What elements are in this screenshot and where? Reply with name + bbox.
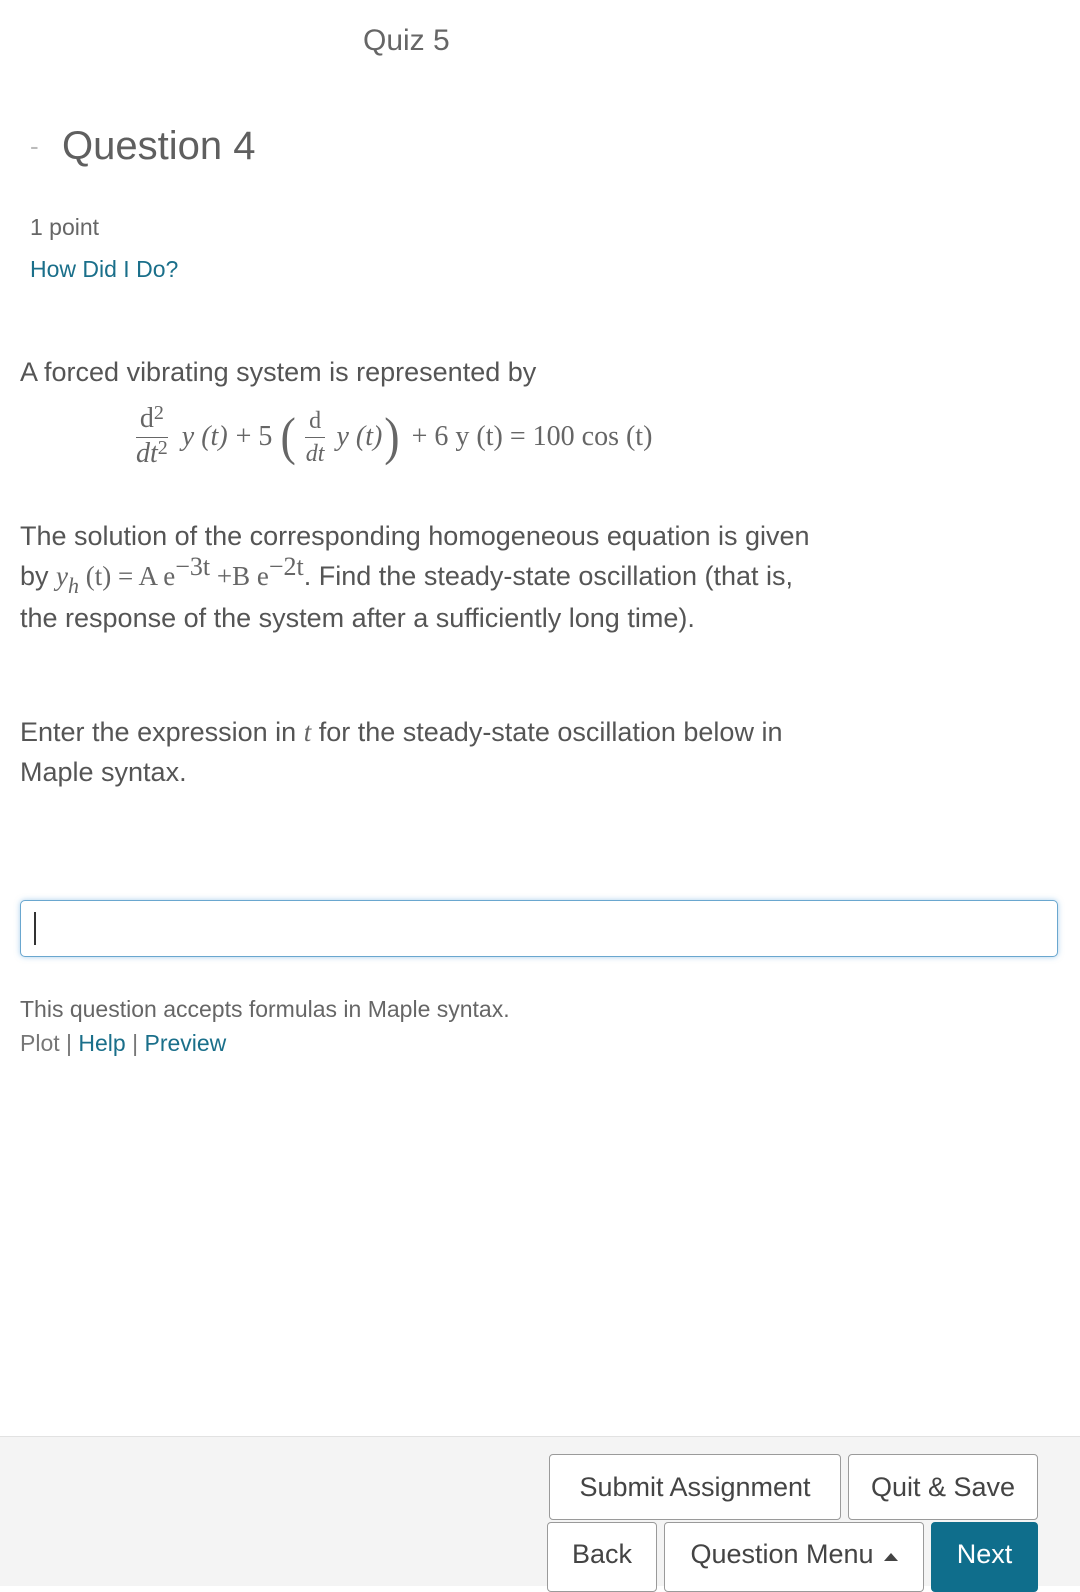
help-link[interactable]: Help bbox=[78, 1030, 126, 1056]
first-derivative-operator: $\frac{d}{dt}$ bbox=[302, 405, 329, 470]
back-button[interactable]: Back bbox=[547, 1522, 657, 1592]
eq-term-plus5: + 5 bbox=[235, 421, 273, 452]
collapse-icon[interactable]: - bbox=[30, 131, 39, 161]
solution-paragraph bbox=[20, 516, 820, 638]
solution-text-post: . Find the steady-state oscillation (that is, the response of the system after a sufficiently long time). bbox=[20, 561, 793, 633]
points-label: 1 point bbox=[30, 214, 100, 240]
second-derivative-operator: $\frac{d^2}{dt^2}$ bbox=[136, 401, 168, 469]
question-intro: A forced vibrating system is represented by bbox=[20, 357, 537, 387]
preview-link[interactable]: Preview bbox=[144, 1030, 227, 1056]
quit-save-button[interactable]: Quit & Save bbox=[848, 1454, 1038, 1520]
answer-input[interactable] bbox=[20, 900, 1058, 957]
differential-equation bbox=[128, 400, 652, 474]
enter-instruction: Enter the expression in t for the steady-state oscillation below in Maple syntax. bbox=[20, 717, 783, 787]
question-title: Question 4 bbox=[62, 124, 256, 168]
homogeneous-solution: $y_h$ (t) = A e−3t +B e−2t bbox=[56, 552, 304, 598]
text-cursor bbox=[34, 912, 36, 945]
question-menu-label: Question Menu bbox=[690, 1539, 874, 1569]
left-paren: ( bbox=[280, 407, 296, 466]
question-menu-button[interactable] bbox=[664, 1522, 924, 1592]
plot-label: Plot bbox=[20, 1030, 60, 1056]
right-paren: ) bbox=[384, 407, 400, 466]
how-did-i-do-link[interactable]: How Did I Do? bbox=[30, 256, 179, 282]
eq-term-rest: + 6 y (t) = 100 cos (t) bbox=[411, 421, 653, 452]
caret-up-icon bbox=[884, 1553, 898, 1561]
question-header bbox=[30, 124, 255, 169]
quiz-title: Quiz 5 bbox=[363, 24, 450, 57]
formula-tools: Plot | Help | Preview bbox=[20, 1030, 227, 1056]
next-button[interactable]: Next bbox=[931, 1522, 1038, 1592]
solution-text-pre: The solution of the corresponding homogeneous equation is given by bbox=[20, 521, 810, 591]
maple-syntax-note: This question accepts formulas in Maple syntax. bbox=[20, 996, 510, 1022]
submit-assignment-button[interactable]: Submit Assignment bbox=[549, 1454, 841, 1520]
eq-term-yt: y (t) bbox=[181, 421, 228, 452]
eq-term-yt-2: y (t) bbox=[336, 421, 383, 452]
variable-t: t bbox=[303, 717, 312, 747]
